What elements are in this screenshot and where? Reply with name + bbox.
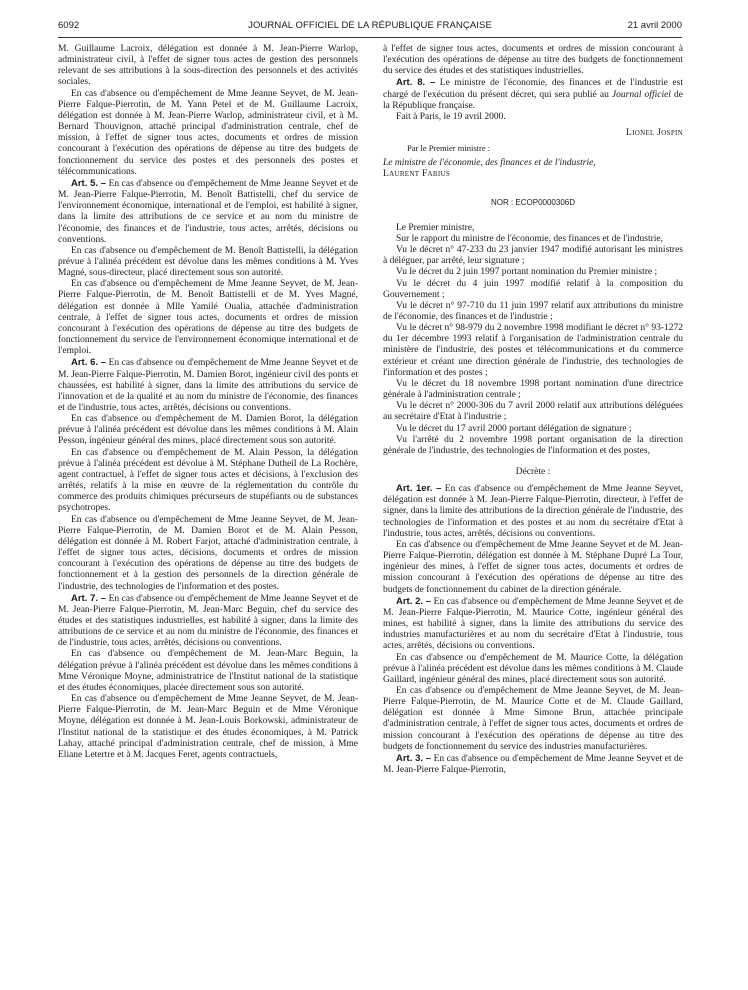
paragraph: En cas d'absence ou d'empêchement de Mme Jeanne Seyvet, de M. Jean-Pierre Falque-Pierrotin, de M. Benoît Battistelli et de M. Yves Magné, délégation est donnée à Mlle Yamilé Oualia, attachée d'administration centrale, à l'effet de signer tous actes, documents et ordres de mission concourant à l'exécution des opérations de dépense au titre des budgets de fonctionnement du service de l'environnement économique international et de l'emploi. bbox=[58, 279, 358, 357]
article-8 bbox=[383, 77, 683, 111]
article-1 bbox=[383, 483, 683, 540]
article-text: En cas d'absence ou d'empêchement de Mme Jeanne Seyvet et de M. Jean-Pierre Falque-Pierrotin, M. Jean-Marc Beguin, chef du service des études et des statistiques industrielles, est habilité à signer, dans la limite des attributions de ce service et au nom du ministre de l'économie, des finances et de l'industrie, tous actes, arrêtés, décisions ou conventions. bbox=[58, 593, 358, 649]
article-label: Art. 7. – bbox=[71, 592, 107, 604]
article-label: Art. 3. – bbox=[396, 752, 432, 764]
signing-place-date: Fait à Paris, le 19 avril 2000. bbox=[396, 111, 506, 122]
journal-title: JOURNAL OFFICIEL DE LA RÉPUBLIQUE FRANÇAISE bbox=[248, 20, 492, 31]
paragraph: Vu le décret du 4 juin 1997 modifié relatif à la composition du Gouvernement ; bbox=[383, 278, 683, 300]
paragraph: En cas d'absence ou d'empêchement de Mme Jeanne Seyvet, de M. Jean-Pierre Falque-Pierrotin, de M. Jean-Marc Beguin et de Mme Véronique Moyne, délégation est donnée à M. Jean-Louis Borkowski, administrateur de l'Institut national de la statistique et des études économiques, à M. Patrick Lahay, attaché principal d'administration centrale, chef de mission, à Mme Eliane Letertre et à M. Jacques Feret, agents contractuels, bbox=[58, 694, 358, 760]
page-number: 6092 bbox=[58, 20, 80, 31]
paragraph: Vu l'arrêté du 2 novembre 1998 portant organisation de la direction générale de l'industrie, des technologies de l'information et des postes, bbox=[383, 434, 683, 456]
paragraph: En cas d'absence ou d'empêchement de M. Alain Pesson, la délégation prévue à l'alinéa précédent est dévolue à M. Stéphane Dutheil de La Rochère, agent contractuel, à l'effet de signer tous actes et décisions, à l'exclusion des arrêtés, relatifs à la mise en œuvre de la réglementation du contrôle du commerce des produits chimiques précurseurs de stupéfiants ou de substances psychotropes. bbox=[58, 447, 358, 514]
article-text: En cas d'absence ou d'empêchement de Mme Jeanne Seyvet, délégation est donnée à M. Jean-Pierre Falque-Pierrotin, directeur, à l'effet de signer, dans la limite des attributions de la direction générale de l'industrie, des technologies de l'information et des postes et au nom du secrétaire d'Etat à l'industrie, tous actes, arrêtés, décisions ou conventions. bbox=[383, 484, 683, 539]
article-6 bbox=[58, 357, 358, 414]
article-5 bbox=[58, 178, 358, 246]
by-prime-minister: Par le Premier ministre : bbox=[407, 143, 491, 154]
article-text: En cas d'absence ou d'empêchement de Mme Jeanne Seyvet et de M. Jean-Pierre Falque-Pierrotin, M. Damien Borot, ingénieur civil des ponts et chaussées, est habilité à signer, dans la limite des attributions du service de l'innovation et de la qualité et au nom du ministre de l'économie, des finances et de l'industrie, tous actes, arrêtés, décisions ou conventions. bbox=[58, 358, 358, 413]
signatory-prime-minister: Lionel Jospin bbox=[626, 128, 683, 139]
paragraph: Vu le décret du 18 novembre 1998 portant nomination d'une directrice générale à l'administration centrale ; bbox=[383, 378, 683, 401]
paragraph: En cas d'absence ou d'empêchement de Mme Jeanne Seyvet, de M. Jean-Pierre Falque-Pierrotin, de M. Yann Petel et de M. Guillaume Lacroix, délégation est donnée à M. Jean-Pierre Warlop, administrateur civil, et à M. Bernard Thouvignon, attaché principal d'administration centrale, chef de mission, à l'effet de signer tous actes, documents et ordres de mission concourant à l'exécution des opérations de dépense au titre des budgets de fonctionnement du service des postes et des personnels des postes et télécommunications. bbox=[58, 88, 358, 177]
right-column bbox=[383, 44, 683, 776]
article-text: Le ministre de l'économie, des finances et de l'industrie est chargé de l'exécution du présent décret, qui sera publié au bbox=[383, 78, 683, 100]
decrete-heading: Décrète : bbox=[515, 467, 551, 477]
article-label: Art. 2. – bbox=[396, 595, 432, 607]
page-header bbox=[58, 20, 682, 34]
paragraph: En cas d'absence ou d'empêchement de M. Maurice Cotte, la délégation prévue à l'alinéa précédent est dévolue dans les mêmes conditions à M. Claude Gaillard, ingénieur général des mines, placé directement sous son autorité. bbox=[383, 652, 683, 685]
article-7 bbox=[58, 593, 358, 650]
header-rule bbox=[58, 37, 682, 38]
article-text: de la République française. bbox=[383, 89, 684, 111]
paragraph: Vu le décret du 17 avril 2000 portant délégation de signature ; bbox=[396, 423, 632, 434]
left-column bbox=[58, 44, 358, 761]
article-text: En cas d'absence ou d'empêchement de Mme Jeanne Seyvet et de M. Jean-Pierre Falque-Pierrotin, M. Maurice Cotte, ingénieur général des mines, est habilité à signer, dans la limite des attributions du service des industries manufacturières et au nom du secrétaire d'Etat à l'industrie, tous actes, arrêtés, décisions ou conventions. bbox=[383, 596, 683, 652]
paragraph: En cas d'absence ou d'empêchement de Mme Jeanne Seyvet et de M. Jean-Pierre Falque-Pierrotin, délégation est donnée à M. Stéphane Dupré La Tour, ingénieur des mines, à l'effet de signer tous actes, documents et ordres de mission concourant à l'exécution des opérations de dépense au titre des budgets de fonctionnement du cabinet de la direction générale. bbox=[383, 539, 683, 595]
paragraph: Vu le décret du 2 juin 1997 portant nomination du Premier ministre ; bbox=[396, 267, 658, 278]
journal-name: Journal officiel bbox=[611, 89, 671, 100]
article-3 bbox=[383, 753, 683, 776]
paragraph: Sur le rapport du ministre de l'économie, des finances et de l'industrie, bbox=[396, 233, 663, 244]
paragraph: à l'effet de signer tous actes, documents et ordres de mission concourant à l'exécution des opérations de dépense au titre des budgets de fonctionnement du service des études et des statistiques industrielles. bbox=[383, 44, 683, 77]
article-label: Art. 8. – bbox=[396, 77, 436, 89]
paragraph: En cas d'absence ou d'empêchement de Mme Jeanne Seyvet, de M. Jean-Pierre Falque-Pierrotin, de M. Maurice Cotte et de M. Claude Gaillard, délégation est donnée à Mme Simone Brun, attachée principale d'administration centrale, à l'effet de signer tous actes, documents et ordres de mission concourant à l'exécution des opérations de dépense au titre des budgets de fonctionnement du service des industries manufacturières. bbox=[383, 685, 683, 752]
article-text: En cas d'absence ou d'empêchement de Mme Jeanne Seyvet et de M. Jean-Pierre Falque-Pierrotin, M. Benoît Battistelli, chef du service de l'environnement économique, international et de l'emploi, est habilité à signer, dans la limite des attributions de ce service et au nom du ministre de l'économie, des finances et de l'industrie, tous actes, arrêtés, décisions ou conventions. bbox=[58, 178, 358, 245]
paragraph: Vu le décret n° 47-233 du 23 janvier 1947 modifié autorisant les ministres à déléguer, par arrêté, leur signature ; bbox=[383, 245, 683, 267]
article-label: Art. 1er. – bbox=[396, 483, 442, 495]
signatory-minister: Laurent Fabius bbox=[383, 169, 451, 180]
paragraph: En cas d'absence ou d'empêchement de Mme Jeanne Seyvet, de M. Jean-Pierre Falque-Pierrotin, de M. Damien Borot et de M. Alain Pesson, délégation est donnée à M. Robert Farjot, attaché d'administration centrale, à l'effet de signer tous actes, décisions, documents et ordres de mission concourant à l'exécution des opérations de dépense au titre des budgets de fonctionnement et à la gestion des personnels de la direction générale de l'industrie, des technologies de l'information et des postes. bbox=[58, 514, 358, 592]
paragraph: En cas d'absence ou d'empêchement de M. Benoît Battistelli, la délégation prévue à l'alinéa précédent est dévolue dans les mêmes conditions à M. Yves Magné, sous-directeur, placé directement sous son autorité. bbox=[58, 245, 358, 279]
paragraph: En cas d'absence ou d'empêchement de M. Jean-Marc Beguin, la délégation prévue à l'alinéa précédent est dévolue dans les mêmes conditions à Mme Véronique Moyne, administratrice de l'Institut national de la statistique et des études économiques, placée directement sous son autorité. bbox=[58, 649, 358, 693]
issue-date: 21 avril 2000 bbox=[627, 20, 682, 31]
paragraph: Vu le décret n° 97-710 du 11 juin 1997 relatif aux attributions du ministre de l'économie, des finances et de l'industrie ; bbox=[383, 300, 683, 322]
article-2 bbox=[383, 596, 683, 653]
article-label: Art. 6. – bbox=[71, 357, 107, 369]
paragraph: Le Premier ministre, bbox=[396, 222, 475, 233]
paragraph: Vu le décret n° 2000-306 du 7 avril 2000 relatif aux attributions déléguées au secrétaire d'Etat à l'industrie ; bbox=[383, 401, 683, 423]
paragraph: En cas d'absence ou d'empêchement de M. Damien Borot, la délégation prévue à l'alinéa précédent est dévolue dans les mêmes conditions à M. Alain Pesson, ingénieur général des mines, placé directement sous son autorité. bbox=[58, 414, 358, 447]
minister-title: Le ministre de l'économie, des finances et de l'industrie, bbox=[383, 158, 596, 169]
nor-reference: NOR : ECOP0000306D bbox=[490, 197, 576, 207]
article-label: Art. 5. – bbox=[71, 177, 107, 189]
article-text: En cas d'absence ou d'empêchement de Mme Jeanne Seyvet et de M. Jean-Pierre Falque-Pierrotin, bbox=[383, 753, 683, 776]
paragraph: Vu le décret n° 98-979 du 2 novembre 1998 modifiant le décret n° 93-1272 du 1er décembre 1993 relatif à l'organisation de l'administration centrale du ministère de l'industrie, des postes et télécommunications et du commerce extérieur et créant une direction générale de l'industrie, des technologies de l'information et des postes ; bbox=[383, 323, 683, 378]
paragraph: M. Guillaume Lacroix, délégation est donnée à M. Jean-Pierre Warlop, administrateur civil, à l'effet de signer tous actes de gestion des personnels relevant de ses attributions à la sous-direction des personnels et des activités sociales. bbox=[58, 44, 358, 88]
